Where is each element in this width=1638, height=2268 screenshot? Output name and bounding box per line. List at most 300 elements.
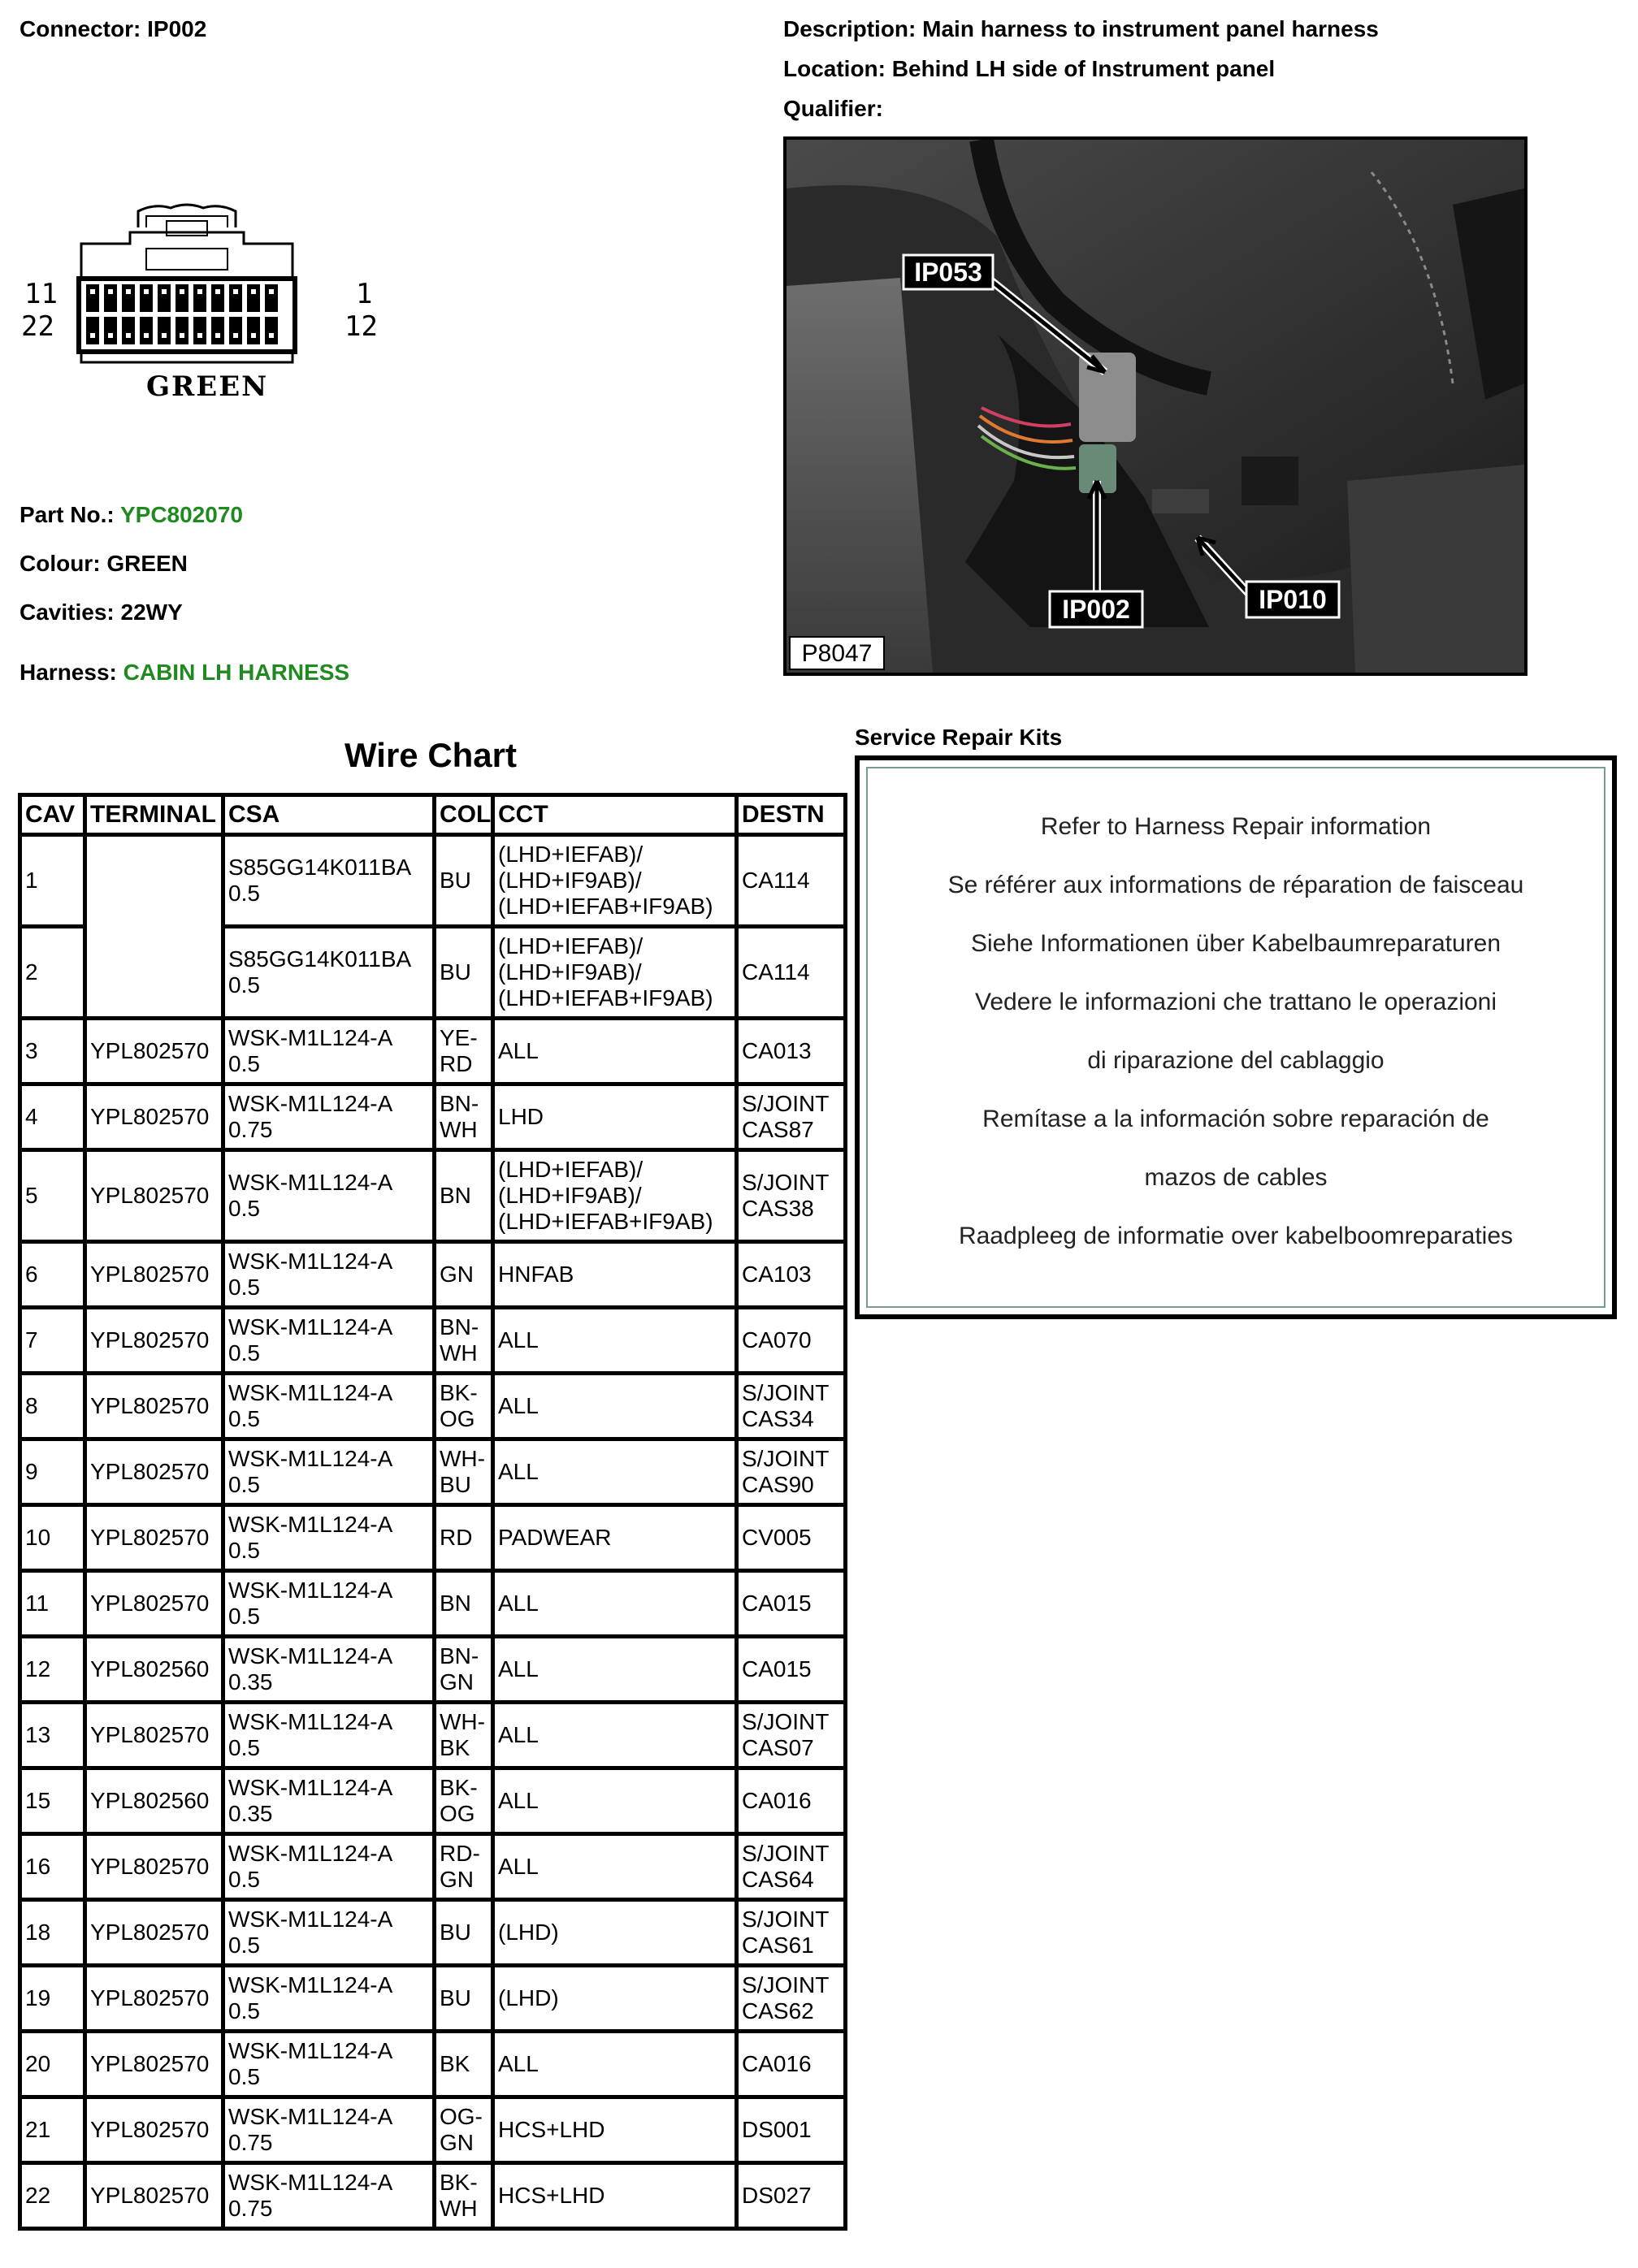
part-no-label: Part No.: [20,502,115,527]
cell-cct [493,835,737,927]
cell-destn-line: DS001 [742,2117,812,2142]
colour-value: GREEN [106,551,188,576]
cell-destn [737,1308,846,1374]
cell-cct [493,1242,737,1308]
cell-destn-line: CAS87 [742,1117,814,1142]
cell-col-line: WH [440,2196,478,2221]
cell-csa [223,1834,435,1900]
cell-col-line: BN- [440,1314,479,1340]
connector-field [20,16,206,42]
photo-label-ip010: IP010 [1259,585,1327,614]
cell-destn-line: S/JOINT [742,1170,830,1195]
srk-line-en: Refer to Harness Repair information [1040,813,1432,840]
cell-destn [737,835,846,927]
connector-colour-label: GREEN [146,370,269,403]
photo-illustration [786,140,1524,673]
colour-label: Colour: [20,551,101,576]
cell-cct [493,1900,737,1966]
cell-cct [493,2097,737,2163]
location-photo [783,136,1528,676]
cell-col-line: BU [440,1472,471,1497]
pin-label-22: 22 [21,310,54,343]
cell-cct [493,1637,737,1703]
cell-col [435,1768,493,1834]
cell-csa [223,1505,435,1571]
cell-terminal: YPL802560 [85,1637,223,1703]
cell-destn-line: CV005 [742,1525,812,1550]
wire-chart-row [20,1439,846,1505]
cell-terminal: YPL802570 [85,2097,223,2163]
cell-col-line: BN- [440,1643,479,1669]
cell-cav: 1 [20,835,85,927]
cell-col-line: RD- [440,1841,480,1866]
cell-destn [737,1637,846,1703]
part-no-field [20,502,243,528]
header-col: COL [435,795,493,835]
cell-cav: 2 [20,927,85,1019]
cell-cav: 9 [20,1439,85,1505]
cell-csa-line: 0.5 [228,1998,260,2023]
cell-col-line: YE- [440,1025,478,1050]
cell-terminal: YPL802570 [85,1019,223,1084]
cell-csa [223,1637,435,1703]
cell-csa [223,2163,435,2229]
harness-label: Harness: [20,660,117,685]
cell-cct-line: ALL [498,1722,539,1747]
cell-csa-line: WSK-M1L124-A [228,1775,393,1800]
header-cct: CCT [493,795,737,835]
cell-cct [493,1374,737,1439]
cell-destn [737,1768,846,1834]
cell-csa-line: WSK-M1L124-A [228,1578,393,1603]
cell-destn-line: S/JOINT [742,1907,830,1932]
cell-col [435,1019,493,1084]
cell-col [435,1571,493,1637]
cell-cct [493,1571,737,1637]
connector-diagram [16,203,390,414]
cell-cct-line: ALL [498,1393,539,1418]
cell-terminal: YPL802570 [85,2163,223,2229]
cell-cct [493,1019,737,1084]
cell-csa [223,1571,435,1637]
srk-line-it-2: di riparazione del cablaggio [1087,1047,1384,1074]
cell-cav: 10 [20,1505,85,1571]
cell-terminal: YPL802570 [85,1966,223,2032]
cell-csa-line: WSK-M1L124-A [228,1972,393,1997]
cell-csa-line: WSK-M1L124-A [228,2170,393,2195]
cell-destn-line: S/JOINT [742,1972,830,1997]
cell-destn-line: CAS07 [742,1735,814,1760]
cell-col-line: OG [440,1406,475,1431]
cell-destn [737,1834,846,1900]
location-field [783,56,1275,82]
description-value: Main harness to instrument panel harness [922,16,1379,41]
cell-csa [223,2032,435,2097]
cell-csa [223,1242,435,1308]
cell-destn-line: S/JOINT [742,1091,830,1116]
cell-cct [493,1084,737,1150]
cell-destn-line: CA103 [742,1262,812,1287]
cell-destn-line: CAS34 [742,1406,814,1431]
cell-csa-line: WSK-M1L124-A [228,1314,393,1340]
srk-line-nl: Raadpleeg de informatie over kabelboomreparaties [958,1223,1514,1249]
cell-csa-line: 0.5 [228,1196,260,1221]
cell-csa-line: WSK-M1L124-A [228,1446,393,1471]
cell-destn-line: CA015 [742,1591,812,1616]
wire-chart-row [20,1637,846,1703]
wire-chart-row [20,1768,846,1834]
cell-cct-line: (LHD) [498,1985,559,2010]
cell-cct [493,1439,737,1505]
cell-cct [493,1308,737,1374]
cell-col [435,1703,493,1768]
cell-csa-line: S85GG14K011BA [228,855,412,880]
cell-destn-line: CAS38 [742,1196,814,1221]
cell-cav: 20 [20,2032,85,2097]
header-destn: DESTN [737,795,846,835]
cell-col [435,1439,493,1505]
cell-csa-line: WSK-M1L124-A [228,1907,393,1932]
cell-destn [737,1571,846,1637]
cell-csa-line: WSK-M1L124-A [228,1709,393,1734]
cell-destn [737,2163,846,2229]
cell-col-line: BK- [440,2170,478,2195]
cell-terminal: YPL802570 [85,2032,223,2097]
cavities-value: 22WY [120,599,183,625]
cell-destn-line: DS027 [742,2183,812,2208]
cell-col [435,1834,493,1900]
cell-csa-line: WSK-M1L124-A [228,1170,393,1195]
cell-col-line: BK [440,1735,470,1760]
cell-destn [737,1703,846,1768]
cell-csa-line: S85GG14K011BA [228,946,412,972]
cell-csa [223,2097,435,2163]
cell-csa-line: 0.5 [228,1933,260,1958]
cell-csa-line: 0.75 [228,2196,273,2221]
header-cav: CAV [20,795,85,835]
cell-cct-line: HNFAB [498,1262,574,1287]
cell-destn [737,1900,846,1966]
cell-csa-line: WSK-M1L124-A [228,1643,393,1669]
cell-col [435,2032,493,2097]
cell-cct-line: ALL [498,1038,539,1063]
cell-csa-line: 0.5 [228,881,260,906]
cell-terminal: YPL802560 [85,1768,223,1834]
cell-csa-line: 0.75 [228,2130,273,2155]
cell-terminal: YPL802570 [85,1834,223,1900]
cell-destn-line: CA015 [742,1656,812,1682]
cell-destn [737,1439,846,1505]
cell-cct [493,1834,737,1900]
cell-terminal: YPL802570 [85,1505,223,1571]
cell-destn-line: CA016 [742,1788,812,1813]
cell-cct-line: (LHD) [498,1920,559,1945]
cell-cav: 3 [20,1019,85,1084]
cell-col [435,1150,493,1242]
cell-csa-line: 0.5 [228,1735,260,1760]
description-label: Description: [783,16,916,41]
wire-chart-row [20,835,846,927]
cell-cav: 22 [20,2163,85,2229]
cell-col-line: GN [440,1669,474,1695]
cell-cct-line: (LHD+IF9AB)/ [498,959,642,985]
cell-csa [223,1703,435,1768]
cell-csa-line: WSK-M1L124-A [228,2038,393,2063]
cell-cct [493,1768,737,1834]
cell-cct-line: (LHD+IF9AB)/ [498,868,642,893]
cavities-label: Cavities: [20,599,115,625]
wire-chart-row [20,1374,846,1439]
wire-chart-row [20,1703,846,1768]
wire-chart-row [20,1505,846,1571]
cell-csa-line: WSK-M1L124-A [228,2104,393,2129]
cell-col-line: RD [440,1525,473,1550]
colour-field [20,551,188,577]
cell-csa-line: 0.5 [228,1275,260,1300]
cell-cav: 5 [20,1150,85,1242]
srk-line-fr: Se référer aux informations de réparation de faisceau [947,872,1524,898]
cell-destn-line: S/JOINT [742,1841,830,1866]
part-no-value[interactable]: YPC802070 [119,502,243,527]
cell-csa-line: WSK-M1L124-A [228,1512,393,1537]
cell-cav: 12 [20,1637,85,1703]
cell-terminal: YPL802570 [85,1900,223,1966]
cell-cct-line: LHD [498,1104,544,1129]
cell-cct [493,2163,737,2229]
cell-col [435,1966,493,2032]
cell-csa-line: 0.5 [228,1867,260,1892]
cell-csa [223,927,435,1019]
cell-destn [737,927,846,1019]
wire-chart-row [20,2163,846,2229]
cell-csa-line: 0.35 [228,1669,273,1695]
harness-field [20,660,349,686]
cell-cav: 19 [20,1966,85,2032]
cell-col-line: BK- [440,1775,478,1800]
cell-csa-line: 0.5 [228,1406,260,1431]
cell-cct-line: PADWEAR [498,1525,612,1550]
cell-cct-line: (LHD+IEFAB)/ [498,1157,644,1182]
cell-col-line: WH [440,1340,478,1366]
cell-cct-line: HCS+LHD [498,2117,605,2142]
photo-label-ip053: IP053 [914,258,982,287]
cell-terminal: YPL802570 [85,1150,223,1242]
cell-cav: 13 [20,1703,85,1768]
wire-chart-row [20,1900,846,1966]
cell-col-line: BK- [440,1380,478,1405]
qualifier-label: Qualifier: [783,96,883,121]
cell-col-line: OG [440,1801,475,1826]
cell-cct-line: HCS+LHD [498,2183,605,2208]
cell-csa-line: 0.5 [228,1604,260,1629]
cell-destn-line: CA070 [742,1327,812,1353]
wire-chart-row [20,1242,846,1308]
cell-csa-line: 0.5 [228,1340,260,1366]
cell-destn-line: CAS61 [742,1933,814,1958]
cell-csa [223,835,435,927]
wire-chart-header-row [20,795,846,835]
cell-cct-line: (LHD+IEFAB+IF9AB) [498,1209,713,1234]
description-field [783,16,1379,42]
cell-cct [493,1150,737,1242]
cell-destn-line: S/JOINT [742,1446,830,1471]
cell-destn-line: CA114 [742,959,810,985]
photo-label-ip002: IP002 [1062,595,1130,624]
cell-destn [737,1374,846,1439]
cell-cct-line: ALL [498,1656,539,1682]
cell-cct-line: ALL [498,1459,539,1484]
cell-col-line: OG- [440,2104,483,2129]
cell-csa-line: 0.75 [228,1117,273,1142]
cell-cct-line: (LHD+IF9AB)/ [498,1183,642,1208]
cell-csa-line: 0.5 [228,1472,260,1497]
cell-csa-line: WSK-M1L124-A [228,1025,393,1050]
pin-label-12: 12 [344,310,378,343]
cell-col-line: BN- [440,1091,479,1116]
cell-col-line: BN [440,1183,471,1208]
cell-cct [493,1505,737,1571]
cell-csa-line: 0.5 [228,1051,260,1076]
cell-destn [737,1242,846,1308]
cavities-field [20,599,183,625]
cell-destn [737,1084,846,1150]
cell-col [435,1084,493,1150]
cell-col-line: GN [440,1262,474,1287]
cell-cav: 18 [20,1900,85,1966]
wire-chart-row [20,1019,846,1084]
cell-col-line: BU [440,959,471,985]
cell-csa-line: WSK-M1L124-A [228,1380,393,1405]
connector-value: IP002 [147,16,207,41]
cell-cav: 16 [20,1834,85,1900]
cell-csa [223,1084,435,1150]
cell-terminal: YPL802570 [85,1374,223,1439]
cell-col-line: GN [440,1867,474,1892]
cell-csa-line: WSK-M1L124-A [228,1091,393,1116]
cell-csa-line: 0.5 [228,2064,260,2089]
cell-col-line: WH- [440,1446,485,1471]
cell-cav: 4 [20,1084,85,1150]
cell-cct-line: (LHD+IEFAB+IF9AB) [498,985,713,1011]
cell-csa-line: 0.35 [228,1801,273,1826]
wire-chart-title: Wire Chart [344,736,517,774]
cell-cct-line: ALL [498,1854,539,1879]
srk-line-es-1: Remítase a la información sobre reparación de [982,1106,1489,1132]
cell-cav: 21 [20,2097,85,2163]
srk-line-es-2: mazos de cables [1144,1164,1328,1191]
wire-chart-row [20,1966,846,2032]
cell-col [435,1374,493,1439]
cell-col-line: WH [440,1117,478,1142]
cell-terminal [85,835,223,1019]
service-repair-kits-title: Service Repair Kits [855,725,1063,750]
wire-chart-row [20,2097,846,2163]
cell-col-line: BU [440,1985,471,2010]
cell-csa-line: WSK-M1L124-A [228,1249,393,1274]
cell-col [435,1308,493,1374]
cell-col [435,1637,493,1703]
cell-destn-line: S/JOINT [742,1709,830,1734]
cell-csa [223,1439,435,1505]
cell-destn-line: CAS64 [742,1867,814,1892]
cell-col-line: BU [440,868,471,893]
service-repair-kits-content [866,767,1606,1308]
cell-destn [737,2032,846,2097]
cell-cct-line: ALL [498,1788,539,1813]
cell-cav: 8 [20,1374,85,1439]
cell-destn [737,1966,846,2032]
cell-destn [737,1019,846,1084]
cell-col-line: BK [440,2051,470,2076]
cell-cct-line: ALL [498,2051,539,2076]
wire-chart-row [20,1308,846,1374]
cell-csa [223,1374,435,1439]
cell-terminal: YPL802570 [85,1703,223,1768]
location-label: Location: [783,56,886,81]
wire-chart-row [20,1834,846,1900]
cell-cct [493,1703,737,1768]
location-value: Behind LH side of Instrument panel [891,56,1276,81]
cell-cav: 15 [20,1768,85,1834]
wire-chart-row [20,1084,846,1150]
cell-col [435,835,493,927]
cell-cct-line: (LHD+IEFAB+IF9AB) [498,894,713,919]
cell-col-line: GN [440,2130,474,2155]
srk-line-de: Siehe Informationen über Kabelbaumreparaturen [970,930,1502,957]
cell-destn [737,2097,846,2163]
wire-chart-row [20,1571,846,1637]
cell-col [435,2097,493,2163]
cell-csa-line: 0.5 [228,972,260,998]
cell-col-line: BU [440,1920,471,1945]
cell-col-line: WH- [440,1709,485,1734]
cell-csa [223,1150,435,1242]
cell-csa-line: WSK-M1L124-A [228,1841,393,1866]
cell-cav: 11 [20,1571,85,1637]
header-csa: CSA [223,795,435,835]
harness-value[interactable]: CABIN LH HARNESS [123,660,350,685]
cell-col [435,927,493,1019]
cell-terminal: YPL802570 [85,1308,223,1374]
cell-destn-line: CAS90 [742,1472,814,1497]
wire-chart-body [20,835,846,2229]
pin-label-11: 11 [24,278,58,310]
cell-cct-line: (LHD+IEFAB)/ [498,842,644,867]
cell-destn-line: CA016 [742,2051,812,2076]
wire-chart-row [20,2032,846,2097]
wire-chart-table [18,793,847,2231]
cell-col-line: RD [440,1051,473,1076]
photo-ref-label: P8047 [801,640,873,667]
cell-destn [737,1505,846,1571]
cell-csa [223,1308,435,1374]
cell-cct-line: ALL [498,1591,539,1616]
cell-csa [223,1768,435,1834]
header-terminal: TERMINAL [85,795,223,835]
cell-cav: 7 [20,1308,85,1374]
srk-line-it-1: Vedere le informazioni che trattano le operazioni [974,989,1497,1015]
cell-cct [493,2032,737,2097]
cell-cct [493,927,737,1019]
cell-cav: 6 [20,1242,85,1308]
cell-csa [223,1900,435,1966]
cell-csa-line: 0.5 [228,1538,260,1563]
cell-col [435,1900,493,1966]
connector-label: Connector: [20,16,141,41]
cell-cct-line: (LHD+IEFAB)/ [498,933,644,959]
cell-csa [223,1966,435,2032]
cell-col [435,2163,493,2229]
